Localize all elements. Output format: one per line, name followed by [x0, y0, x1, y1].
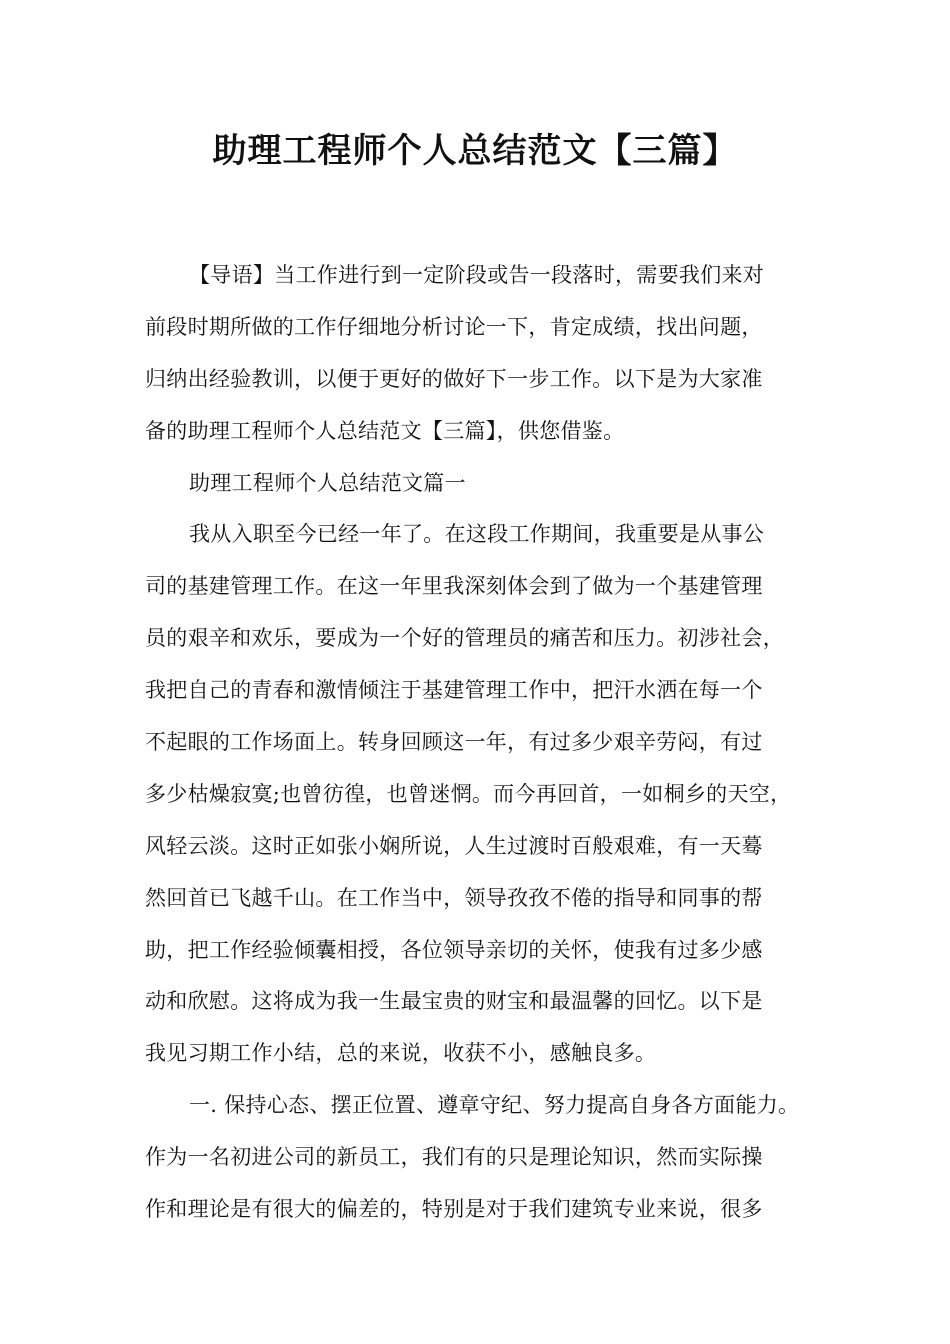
paragraph-line: 前段时期所做的工作仔细地分析讨论一下，肯定成绩，找出问题，: [145, 314, 763, 339]
paragraph-line: 司的基建管理工作。在这一年里我深刻体会到了做为一个基建管理: [145, 574, 763, 599]
paragraph-line: 风轻云淡。这时正如张小娴所说，人生过渡时百般艰难，有一天蓦: [145, 833, 763, 858]
paragraph-line: 动和欣慰。这将成为我一生最宝贵的财宝和最温馨的回忆。以下是: [145, 989, 763, 1014]
paragraph-line: 我从入职至今已经一年了。在这段工作期间，我重要是从事公: [189, 522, 765, 547]
paragraph-line: 作和理论是有很大的偏差的，特别是对于我们建筑专业来说，很多: [145, 1197, 763, 1222]
paragraph-line: 多少枯燥寂寞;也曾彷徨，也曾迷惘。而今再回首，一如桐乡的天空，: [145, 781, 792, 806]
paragraph-line: 员的艰辛和欢乐，要成为一个好的管理员的痛苦和压力。初涉社会，: [145, 626, 784, 651]
paragraph-line: 归纳出经验教训，以便于更好的做好下一步工作。以下是为大家准: [145, 366, 763, 391]
paragraph-line: 助，把工作经验倾囊相授，各位领导亲切的关怀，使我有过多少感: [145, 937, 763, 962]
paragraph-line: 然回首已飞越千山。在工作当中，领导孜孜不倦的指导和同事的帮: [145, 885, 763, 910]
paragraph-line: 一. 保持心态、摆正位置、遵章守纪、努力提高自身各方面能力。: [189, 1093, 800, 1118]
document-body: [145, 257, 825, 1243]
paragraph-line: 备的助理工程师个人总结范文【三篇】，供您借鉴。: [145, 418, 625, 443]
paragraph-line: 我把自己的青春和激情倾注于基建管理工作中，把汗水洒在每一个: [145, 678, 763, 703]
paragraph-line: 我见习期工作小结，总的来说，收获不小，感触良多。: [145, 1041, 657, 1066]
section-heading: 助理工程师个人总结范文篇一: [189, 470, 466, 495]
document-title: 助理工程师个人总结范文【三篇】: [212, 131, 738, 171]
paragraph-line: 作为一名初进公司的新员工，我们有的只是理论知识，然而实际操: [145, 1145, 763, 1170]
paragraph-line: 【导语】当工作进行到一定阶段或告一段落时，需要我们来对: [189, 263, 765, 287]
paragraph-line: 不起眼的工作场面上。转身回顾这一年，有过多少艰辛劳闷，有过: [145, 730, 763, 755]
